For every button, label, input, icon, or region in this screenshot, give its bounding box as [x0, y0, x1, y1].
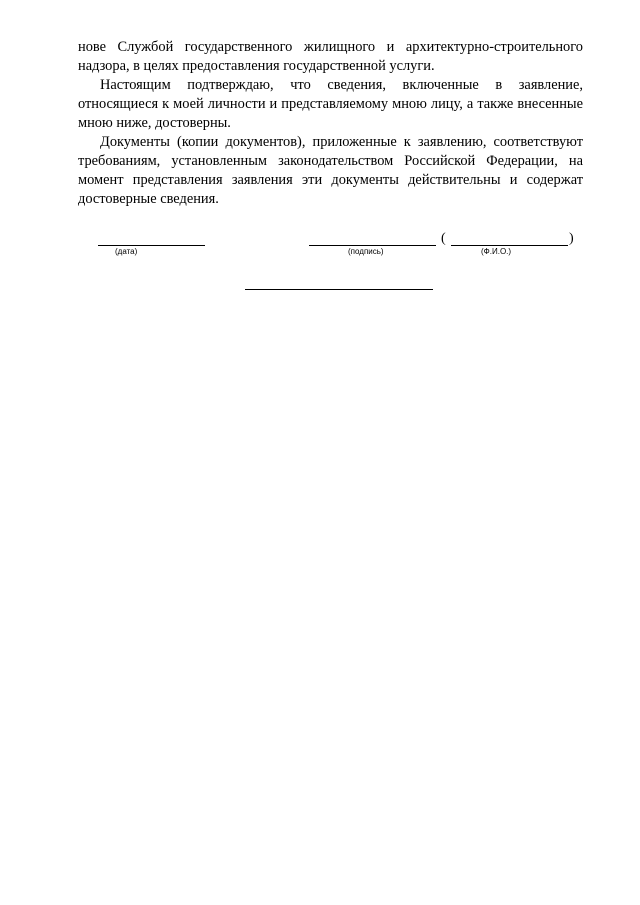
open-paren: ( [441, 231, 446, 246]
close-paren: ) [569, 231, 574, 246]
separator-line [245, 289, 433, 290]
signature-line [309, 245, 436, 246]
paragraph-documents: Документы (копии документов), приложенные к заявлению, соответствуют требованиям, установленным законодательством Российской Федерации, на момент представления заявления эти документы действительны и содержат достоверные сведения. [78, 134, 583, 207]
date-line [98, 245, 205, 246]
date-caption: (дата) [115, 247, 138, 256]
name-caption: (Ф.И.О.) [481, 247, 512, 256]
signature-caption: (подпись) [348, 247, 384, 256]
name-line [451, 245, 568, 246]
paragraph-confirmation: Настоящим подтверждаю, что сведения, включенные в заявление, относящиеся к моей личности и представляемому мною лицу, а также внесенные мною ниже, достоверны. [78, 77, 583, 131]
paragraph-continuation: нове Службой государственного жилищного и архитектурно-строительного надзора, в целях предоставления государственной услуги. [78, 39, 583, 74]
body-text [78, 38, 583, 209]
